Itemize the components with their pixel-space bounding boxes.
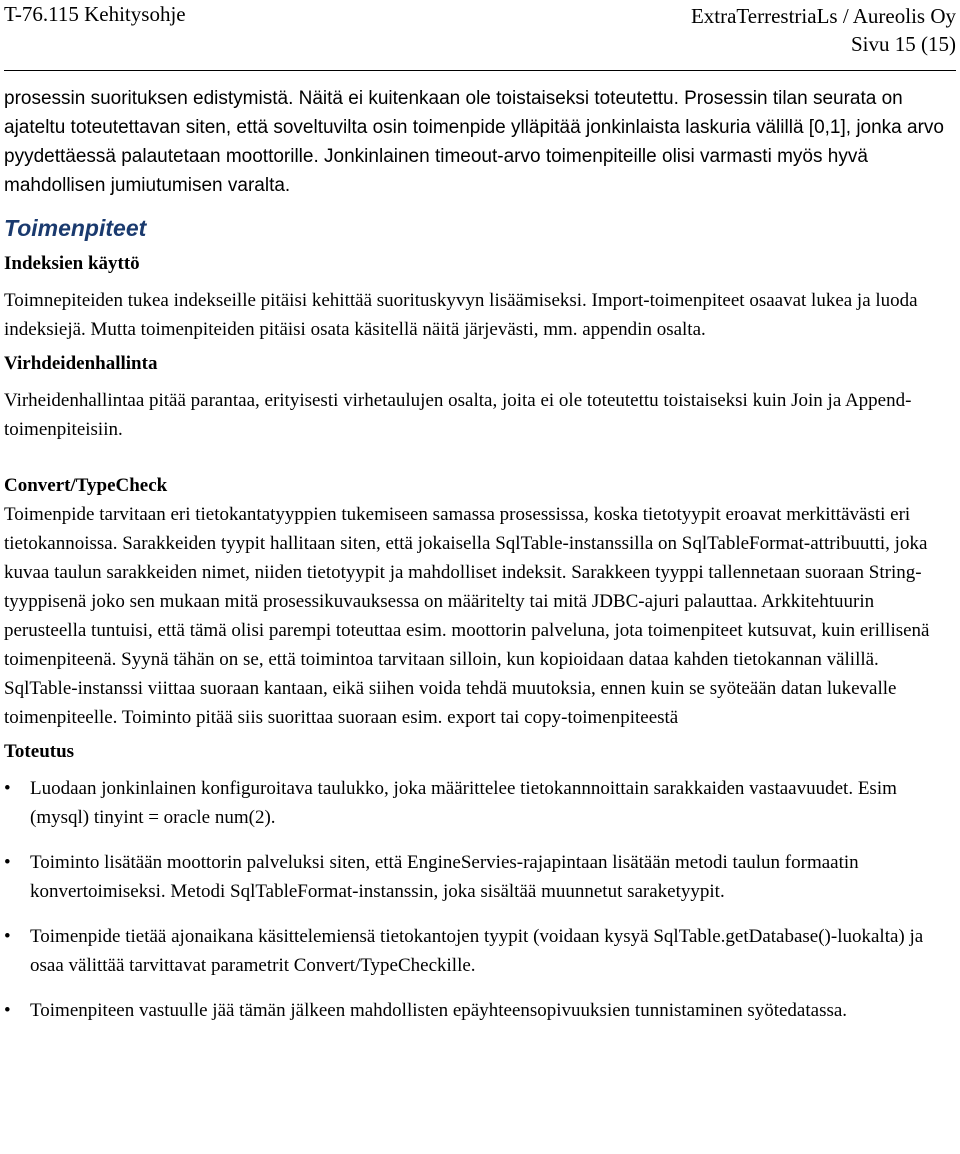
implementation-heading: Toteutus <box>4 741 75 762</box>
section-title: Toimenpiteet <box>4 215 147 241</box>
company-name: ExtraTerrestriaLs / Aureolis Oy <box>690 4 956 28</box>
course-code: T-76.115 Kehitysohje <box>4 2 186 26</box>
page-header <box>4 0 956 84</box>
bullet-icon: • <box>4 852 11 873</box>
intro-paragraph <box>4 84 956 200</box>
indexes-paragraph: Toimnepiteiden tukea indekseille pitäisi kehittää suorituskyvyn lisäämiseksi. Import-toimenpiteet osaavat lukea ja luoda indeksiejä. Mutta toimenpiteiden pitäisi osata käsitellä näitä järjevästi, mm. appendin osalta. <box>4 290 918 340</box>
list-item <box>4 848 956 906</box>
bullet-icon: • <box>4 1000 11 1021</box>
list-item-text: Toiminto lisätään moottorin palveluksi siten, että EngineServies-rajapintaan lisätään metodi taulun formaatin konvertoimiseksi. Metodi SqlTableFormat-instanssin, joka sisältää muunnetut saraketyypit. <box>30 852 859 902</box>
document-page <box>4 0 956 1041</box>
intro-text-sans-2: Jonkinlainen timeout-arvo toimenpiteille olisi varmasti myös hyvä mahdollisen jumiutumisen varalta. <box>4 146 868 196</box>
convert-paragraph: Toimenpide tarvitaan eri tietokantatyyppien tukemiseen samassa prosessissa, koska tietotyypit eroavat merkittävästi eri tietokannoissa. Sarakkeiden tyypit hallitaan siten, että jokaisella SqlTable-instanssilla on SqlTableFormat-attribuutti, joka kuvaa taulun sarakkeiden nimet, niiden tietotyypit ja mahdolliset indeksit. Sarakkeen tyyppi tallennetaan suoraan String-tyyppisenä joko sen mukaan mitä prosessikuvauksessa on määritelty tai mitä JDBC-ajuri palauttaa. Arkkitehtuurin perusteella tuntuisi, että tämä olisi parempi toteuttaa esim. moottorin palveluna, jota toimenpiteet kutsuvat, kuin erillisenä toimenpiteenä. Syynä tähän on se, että toimintoa tarvitaan silloin, kun kopioidaan dataa kahden tietokannan välillä. SqlTable-instanssi viittaa suoraan kantaan, eikä siihen voida tehdä muutoksia, ennen kuin se syöteään datan lukevalle toimenpiteelle. Toiminto pitää siis suorittaa suoraan esim. export tai copy-toimenpiteestä <box>4 504 930 728</box>
indexes-heading: Indeksien käyttö <box>4 253 140 274</box>
list-item <box>4 774 956 832</box>
implementation-list <box>4 774 956 1025</box>
errors-heading: Virhdeidenhallinta <box>4 353 158 374</box>
spacer <box>4 444 956 466</box>
errors-paragraph: Virheidenhallintaa pitää parantaa, erityisesti virhetaulujen osalta, joita ei ole toteutettu toistaiseksi kuin Join ja Append-toimenpiteisiin. <box>4 390 912 440</box>
bullet-icon: • <box>4 778 11 799</box>
header-divider <box>4 70 956 71</box>
header-right <box>691 2 956 58</box>
intro-text-sans: prosessin suorituksen edistymistä. Näitä ei kuitenkaan ole toistaiseksi toteutettu. Prosessin tilan seurata on ajateltu toteutettavan siten, että soveltuvilta osin toimenpide ylläpitää jonkinlaista laskuria välillä [0,1], jonka arvo pyydettäessä palautetaan moottorille. <box>4 88 944 167</box>
bullet-icon: • <box>4 926 11 947</box>
list-item-text: Toimenpide tietää ajonaikana käsittelemiensä tietokantojen tyypit (voidaan kysyä SqlTable.getDatabase()-luokalta) ja osaa välittää tarvittavat parametrit Convert/TypeCheckille. <box>30 926 924 976</box>
list-item <box>4 922 956 980</box>
list-item-text: Luodaan jonkinlainen konfiguroitava taulukko, joka määrittelee tietokannnoittain sarakkaiden vastaavuudet. Esim (mysql) tinyint = oracle num(2). <box>30 778 897 828</box>
page-number: Sivu 15 (15) <box>851 32 956 56</box>
convert-heading: Convert/TypeCheck <box>4 475 168 496</box>
list-item <box>4 996 956 1025</box>
list-item-text: Toimenpiteen vastuulle jää tämän jälkeen mahdollisten epäyhteensopivuuksien tunnistaminen syötedatassa. <box>30 1000 848 1021</box>
